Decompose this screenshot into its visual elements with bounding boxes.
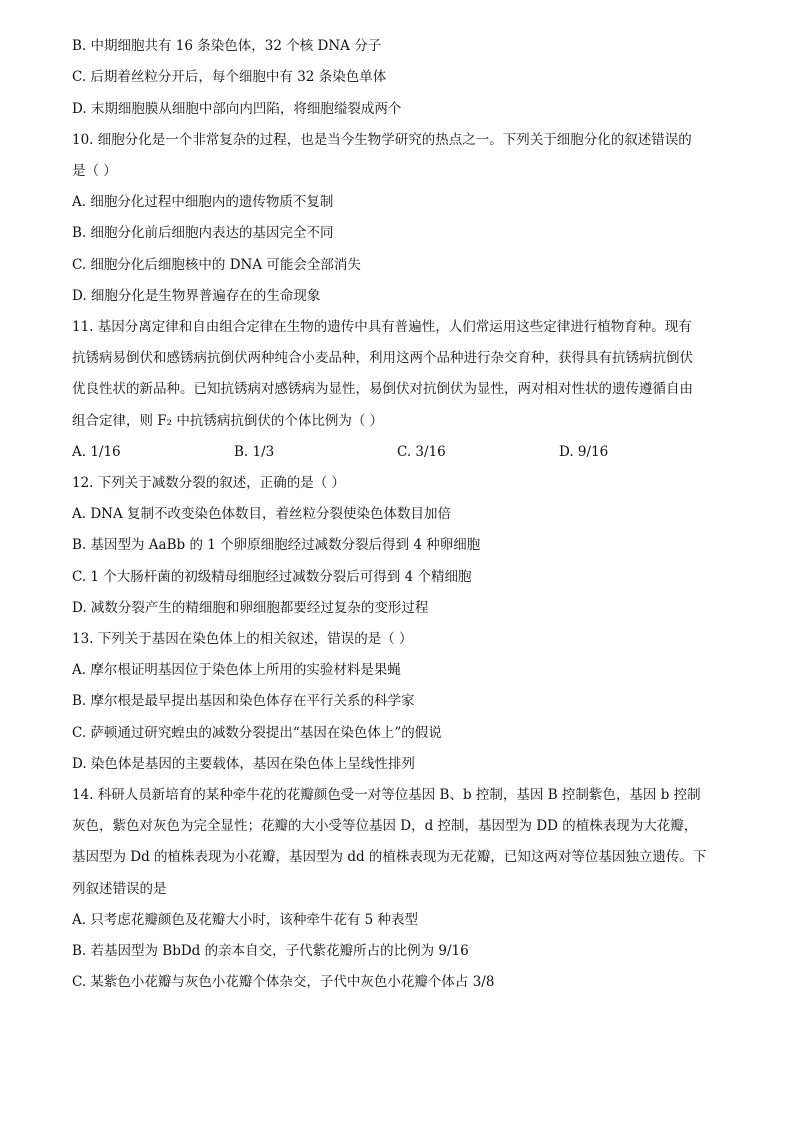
q12-option-b: B. 基因型为 AaBb 的 1 个卵原细胞经过减数分裂后得到 4 种卵细胞 [72,537,481,553]
q9-option-c: C. 后期着丝粒分开后，每个细胞中有 32 条染色单体 [72,69,387,85]
q13-option-a: A. 摩尔根证明基因位于染色体上所用的实验材料是果蝇 [72,662,401,678]
q14-option-a: A. 只考虑花瓣颜色及花瓣大小时，该种牵牛花有 5 种表型 [72,912,419,928]
q14-option-b: B. 若基因型为 BbDd 的亲本自交，子代紫花瓣所占的比例为 9/16 [72,943,469,959]
q10-option-c: C. 细胞分化后细胞核中的 DNA 可能会全部消失 [72,257,361,273]
q14-stem-line-2: 灰色，紫色对灰色为完全显性；花瓣的大小受等位基因 D，d 控制，基因型为 DD 的植株表现为大花瓣， [72,818,698,834]
q13-option-d: D. 染色体是基因的主要载体，基因在染色体上呈线性排列 [72,756,415,772]
q11-stem-line-1: 11. 基因分离定律和自由组合定律在生物的遗传中具有普遍性，人们常运用这些定律进行植物育种。现有 [72,319,692,335]
q13-option-c: C. 萨顿通过研究蝗虫的减数分裂提出“基因在染色体上”的假说 [72,725,442,741]
q12-option-d: D. 减数分裂产生的精细胞和卵细胞都要经过复杂的变形过程 [72,600,429,616]
q11-stem-line-2: 抗锈病易倒伏和感锈病抗倒伏两种纯合小麦品种，利用这两个品种进行杂交育种，获得具有抗锈病抗倒伏 [72,350,693,366]
q14-option-c: C. 某紫色小花瓣与灰色小花瓣个体杂交，子代中灰色小花瓣个体占 3/8 [72,974,495,990]
q11-option-a: A. 1/16 [72,444,121,460]
q10-stem-line-2: 是（ ） [72,163,117,179]
q10-option-d: D. 细胞分化是生物界普遍存在的生命现象 [72,288,321,304]
q11-option-d: D. 9/16 [559,444,609,460]
q12-option-a: A. DNA 复制不改变染色体数目，着丝粒分裂使染色体数目加倍 [72,506,452,522]
q11-option-b: B. 1/3 [234,444,275,460]
q10-stem-line-1: 10. 细胞分化是一个非常复杂的过程，也是当今生物学研究的热点之一。下列关于细胞分化的叙述错误的 [72,132,692,148]
q12-stem: 12. 下列关于减数分裂的叙述，正确的是（ ） [72,475,346,491]
q9-option-b: B. 中期细胞共有 16 条染色体，32 个核 DNA 分子 [72,38,382,54]
q11-stem-line-4: 组合定律，则 F₂ 中抗锈病抗倒伏的个体比例为（ ） [72,413,384,429]
q10-option-a: A. 细胞分化过程中细胞内的遗传物质不复制 [72,194,334,210]
q13-stem: 13. 下列关于基因在染色体上的相关叙述，错误的是（ ） [72,631,413,647]
q10-option-b: B. 细胞分化前后细胞内表达的基因完全不同 [72,225,334,241]
q14-stem-line-4: 列叙述错误的是 [72,881,167,897]
q11-option-c: C. 3/16 [397,444,446,460]
q11-stem-line-3: 优良性状的新品种。已知抗锈病对感锈病为显性，易倒伏对抗倒伏为显性，两对相对性状的遗传遵循自由 [72,381,693,397]
q9-option-d: D. 末期细胞膜从细胞中部向内凹陷，将细胞缢裂成两个 [72,101,402,117]
q13-option-b: B. 摩尔根是最早提出基因和染色体存在平行关系的科学家 [72,693,415,709]
q12-option-c: C. 1 个大肠杆菌的初级精母细胞经过减数分裂后可得到 4 个精细胞 [72,569,472,585]
q14-stem-line-1: 14. 科研人员新培育的某种牵牛花的花瓣颜色受一对等位基因 B、b 控制，基因 B 控制紫色，基因 b 控制 [72,787,701,803]
q14-stem-line-3: 基因型为 Dd 的植株表现为小花瓣，基因型为 dd 的植株表现为无花瓣，已知这两对等位基因独立遗传。下 [72,849,707,865]
